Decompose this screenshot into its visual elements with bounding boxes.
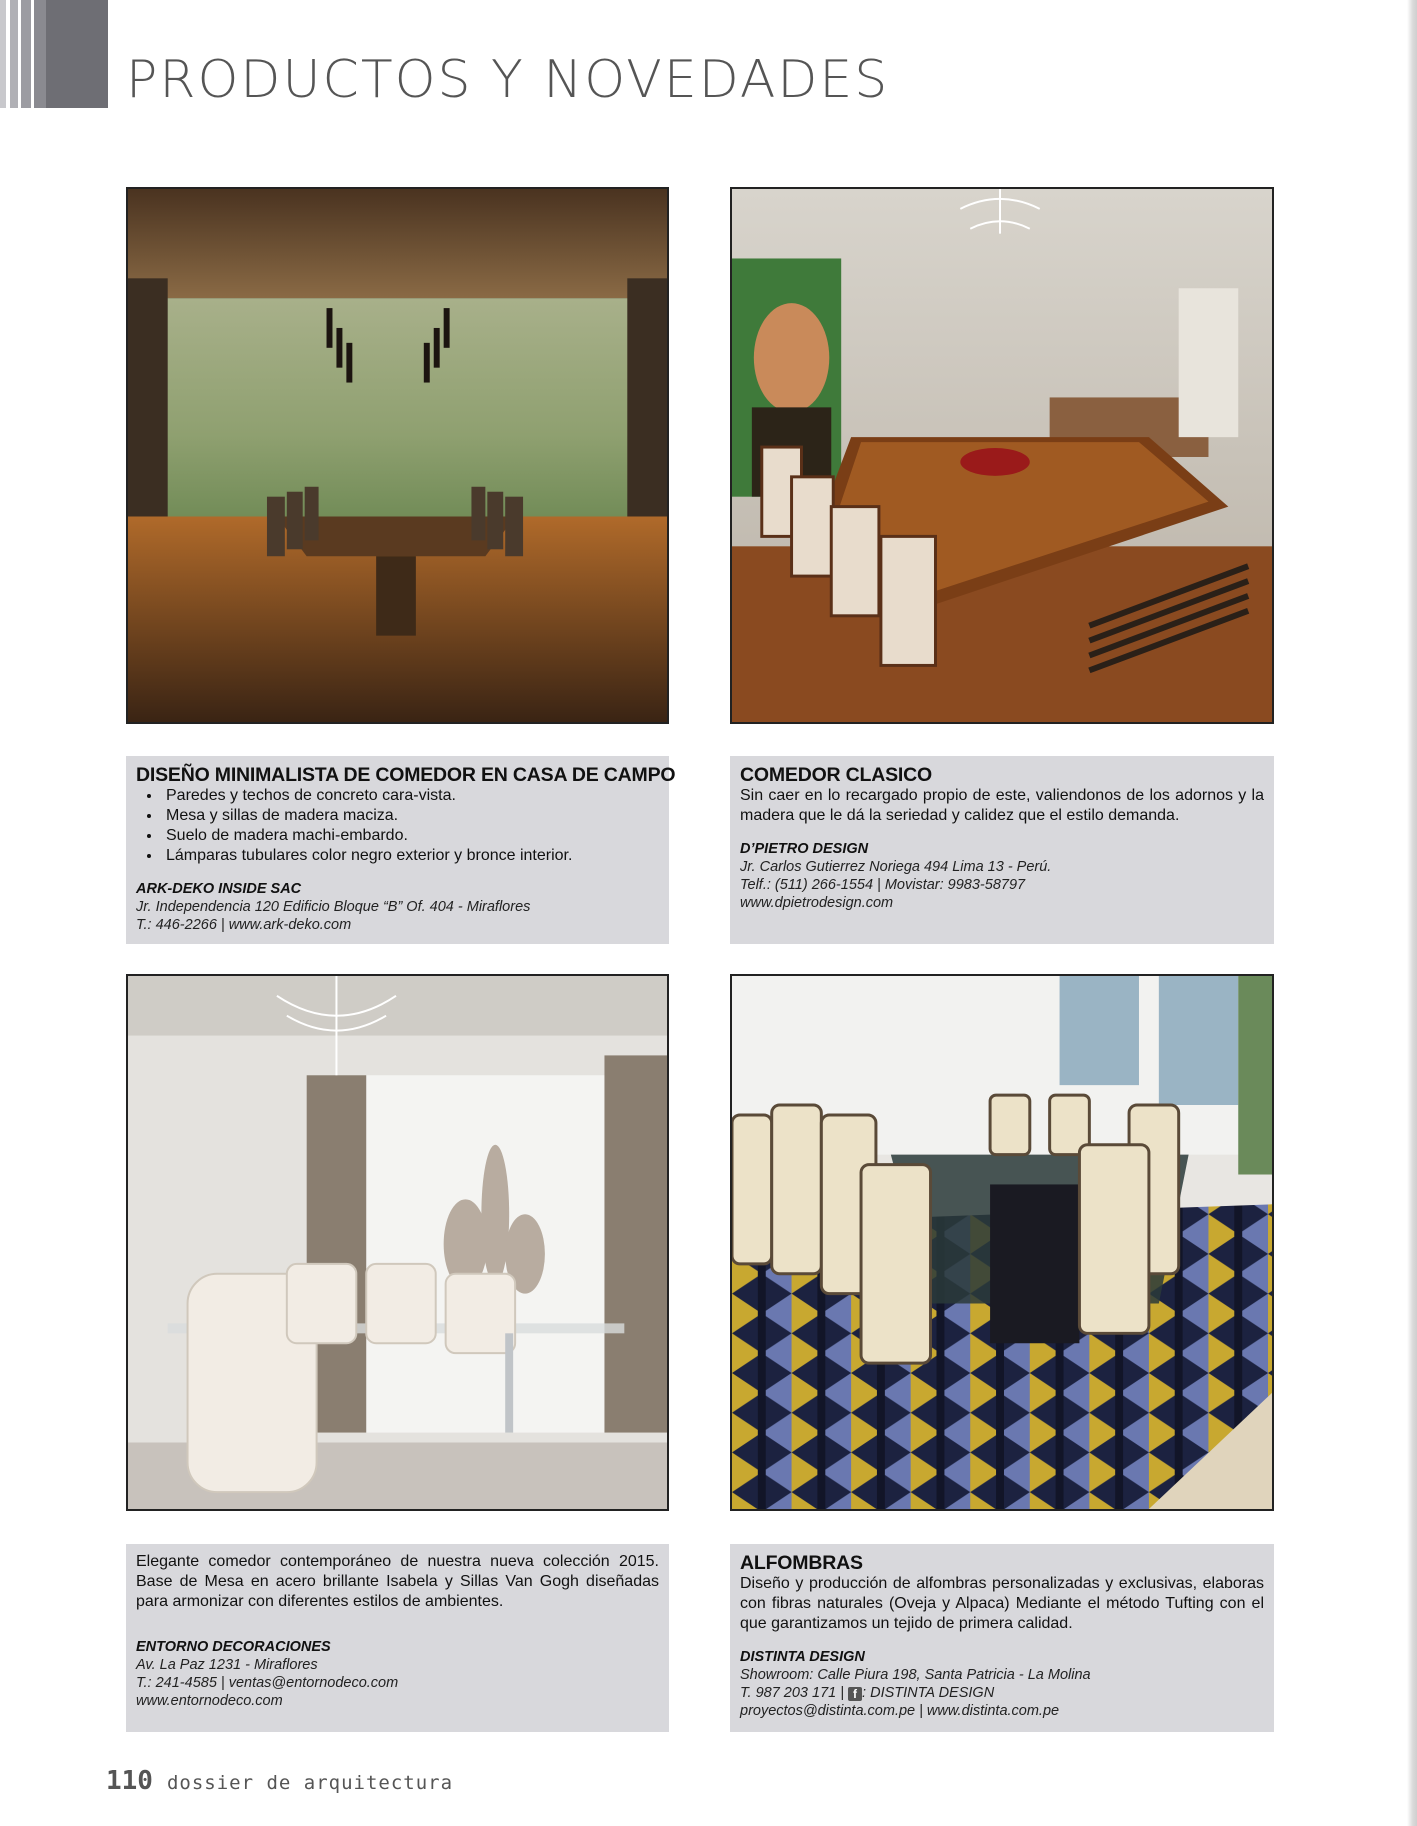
feature-list (136, 786, 659, 866)
company-address: Jr. Independencia 120 Edificio Bloque “B” Of. 404 - Miraflores (136, 899, 531, 915)
list-item: • Lámparas tubulares color negro exterior y bronce interior. (162, 846, 659, 866)
page-edge (1407, 0, 1417, 1826)
company-contact: T.: 241-4585 | ventas@entornodeco.com (136, 1675, 399, 1691)
company-address: Jr. Carlos Gutierrez Noriega 494 Lima 13 - Perú. (740, 859, 1052, 875)
photo-classic-dining (730, 187, 1274, 724)
photo-contemporary-dining (126, 974, 669, 1511)
company-showroom: Showroom: Calle Piura 198, Santa Patricia - La Molina (740, 1667, 1091, 1683)
product-caption-minimalist (126, 756, 676, 944)
list-item: • Mesa y sillas de madera maciza. (162, 806, 659, 826)
phone-prefix: T. 987 203 171 | (740, 1685, 849, 1701)
magazine-name: dossier de arquitectura (166, 1772, 454, 1794)
product-title: DISEÑO MINIMALISTA DE COMEDOR EN CASA DE CAMPO (136, 764, 676, 786)
product-caption-contemporary (126, 1544, 669, 1732)
photo-alfombras (730, 974, 1274, 1511)
product-description: Diseño y producción de alfombras personalizadas y exclusivas, elaboras con fibras naturales (Oveja y Alpaca) Mediante el método Tufting con el que garantizamos un tejido de primera calidad. (740, 1575, 1264, 1632)
company-name: D’PIETRO DESIGN (740, 841, 869, 857)
product-title: ALFOMBRAS (740, 1552, 863, 1574)
company-contact: T.: 446-2266 | www.ark-deko.com (136, 917, 352, 933)
product-title: COMEDOR CLASICO (740, 764, 933, 786)
facebook-page: : DISTINTA DESIGN (862, 1685, 995, 1701)
company-name: ARK-DEKO INSIDE SAC (136, 881, 302, 897)
company-contact: proyectos@distinta.com.pe | www.distinta.com.pe (740, 1703, 1060, 1719)
company-name: ENTORNO DECORACIONES (136, 1639, 331, 1655)
company-address: Av. La Paz 1231 - Miraflores (136, 1657, 318, 1673)
facebook-icon: f (848, 1687, 862, 1701)
product-caption-alfombras (730, 1544, 1274, 1732)
list-item: • Suelo de madera machi-embardo. (162, 826, 659, 846)
page-title: PRODUCTOS Y NOVEDADES (126, 50, 890, 110)
company-phone (740, 1684, 1264, 1702)
photo-minimalist-dining (126, 187, 669, 724)
company-phone: Telf.: (511) 266-1554 | Movistar: 9983-58797 (740, 877, 1026, 893)
page-footer (106, 1766, 453, 1796)
header-stripes (0, 0, 108, 108)
company-website: www.dpietrodesign.com (740, 895, 894, 911)
page-number: 110 (106, 1766, 153, 1796)
product-description: Sin caer en lo recargado propio de este, valiendonos de los adornos y la madera que le dá la seriedad y calidez que el estilo demanda. (740, 787, 1264, 824)
product-caption-classic (730, 756, 1274, 944)
list-item: • Paredes y techos de concreto cara-vista. (162, 786, 659, 806)
company-website: www.entornodeco.com (136, 1693, 283, 1709)
product-description: Elegante comedor contemporáneo de nuestra nueva colección 2015. Base de Mesa en acero brillante Isabela y Sillas Van Gogh diseñadas para armonizar con diferentes estilos de ambientes. (136, 1553, 659, 1610)
company-name: DISTINTA DESIGN (740, 1649, 865, 1665)
